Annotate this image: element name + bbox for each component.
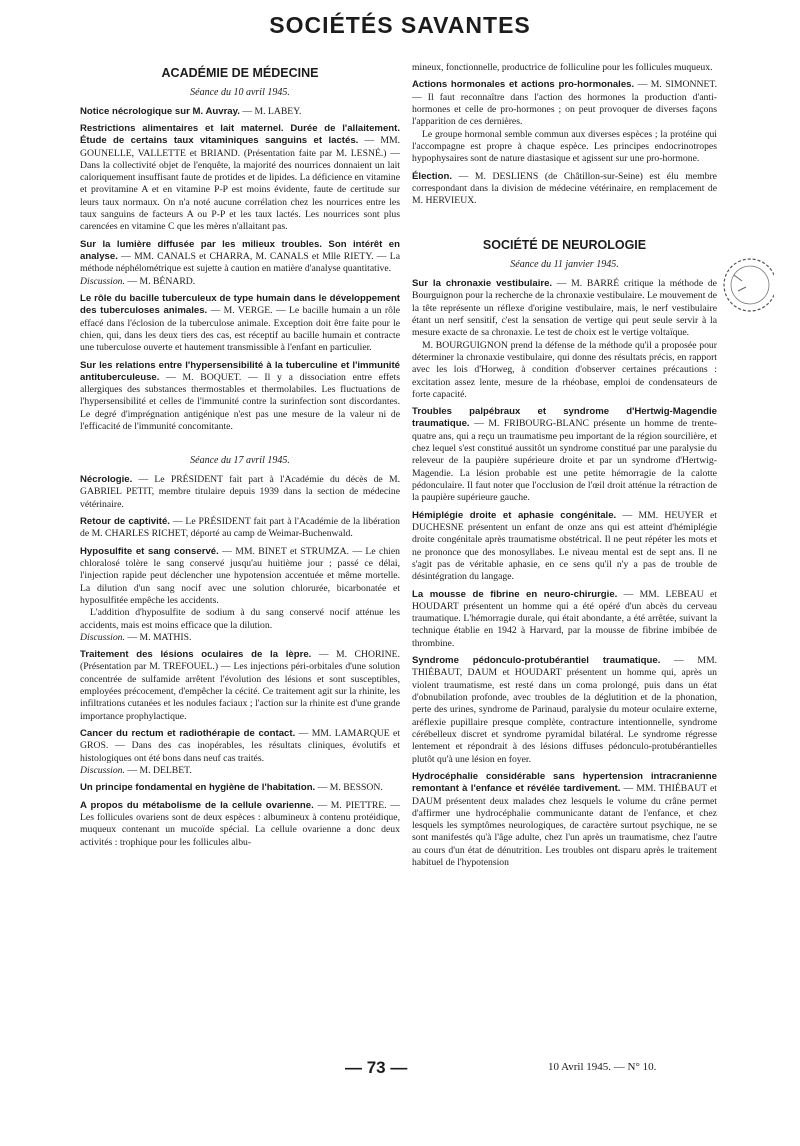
section-title-neurologie: SOCIÉTÉ DE NEUROLOGIE (482, 238, 647, 253)
page-number: — 73 — (345, 1058, 408, 1077)
article-entry: Le rôle du bacille tuberculeux de type humain dans le développement des tuberculoses animales. — M. VERGE. — Le bacille humain a un rôle effacé dans l'éclosion de la tuberculose animale. Exception doit être faite pour le chien, qui, dans les deux tiers des cas, est réceptif au bacille humain et contracte une tuberculose ouverte et hautement transmissible à l'enfant en particulier. (80, 292, 400, 354)
library-stamp-icon (712, 255, 774, 317)
article-entry: Restrictions alimentaires et lait maternel. Durée de l'allaitement. Étude de certains taux vitaminiques sanguins et lactés. — MM. GOUNELLE, VALLETTE et BRIAND. (Présentation faite par M. LESNÉ.) — Dans la collectivité objet de l'enquête, la majorité des nourrices donnaient un lait caloriquement insuffisant faute de protides et de lipides. La déficience en vitamine et provitamine A et en vitamine P-P est moins évidente, faute de certitude sur leurs taux normaux. On n'a noté aucune corrélation chez les nourrices entre les taux sanguins de facteurs A ou P-P et les taux lactés. Les nourrices sont plus carencées en vitamine C que les mères n'allaitant pas. (80, 122, 400, 233)
right-column (412, 62, 717, 874)
left-column (80, 62, 400, 854)
article-entry: Retour de captivité. — Le PRÉSIDENT fait part à l'Académie de la libération de M. CHARLES RICHET, déporté au camp de Weimar-Buchenwald. (80, 516, 401, 540)
discussion-line: Discussion. — M. DELBET. (80, 764, 192, 776)
article-entry: La mousse de fibrine en neuro-chirurgie. — MM. LEBEAU et HOUDART présentent un homme qui a été opéré d'un abcès du cerveau traumatique. L'hémorragie durale, qui était abondante, a été arrêtée, suivant la technique établie en 1942 à Harvard, par la mousse de fibrine imbibée de thrombine. (412, 588, 717, 649)
discussion-line: Discussion. — M. MATHIS. (80, 631, 192, 643)
article-entry: Nécrologie. — Le PRÉSIDENT fait part à l'Académie du décès de M. GABRIEL PETIT, membre titulaire depuis 1939 dans la section de médecine vétérinaire. (80, 474, 400, 510)
page-header-title: SOCIÉTÉS SAVANTES (269, 12, 531, 38)
article-entry: Hydrocéphalie considérable sans hypertension intracranienne remontant à l'enfance et révélée tardivement. — MM. THIÉBAUT et DAUM présentent deux malades chez lesquels le volume du crâne permet d'affirmer une hydrocéphalie communicante datant de l'enfance, et chez lesquels les symptômes neurologiques, de caractère surtout psychique, ne se sont manifestés qu'à l'âge adulte, chez l'un après un traumatisme, chez l'autre au cours d'un état de dénutrition. Les troubles ont disparu après le traitement habituel de l'hypotension (412, 770, 717, 869)
section-title-academie: ACADÉMIE DE MÉDECINE (161, 66, 319, 80)
article-entry: Actions hormonales et actions pro-hormonales. — M. SIMONNET. — Il faut reconnaître dans l'action des hormones la production d'anti-hormones et celle de pro-hormones ; on peut provoquer de diverses façons l'apparition de ces dernières. Le groupe hormonal semble commun aux diverses espèces ; la protéine qui l'accompagne est propre à chaque espèce. Les principes endocrinotropes hypophysaires sont de nature diastasique et agissent sur une pro-hormone. (412, 79, 717, 165)
article-entry: Troubles palpébraux et syndrome d'Hertwig-Magendie traumatique. — M. FRIBOURG-BLANC présente un homme de trente-quatre ans, qui a reçu un traumatisme peu important de la région sourcilière, et chez lequel s'est constitué aussitôt un syndrome constitué par une paralysie du releveur de la paupière supérieure droite et par un syndrome d'Hertwig-Magendie. La lésion probable est une petite hémorragie de la calotte pédonculaire. Il faut noter que l'occlusion de l'œil droit atténue la rétraction de la paupière supérieure gauche. (412, 406, 717, 504)
article-entry: Hyposulfite et sang conservé. — MM. BINET et STRUMZA. — Le chien chloralosé tolère le sang conservé jusqu'au huitième jour ; passé ce délai, l'injection rapide peut déclencher une hypotension accentuée et même mortelle. La dilution d'un sang nocif avec une solution chlorurée, bicarbonatée et hyposulfitée empêche les accidents. L'addition d'hyposulfite de sodium à du sang conservé nocif atténue les accidents, mais est moins efficace que la dilution. Discussion. — M. MATHIS. (80, 545, 400, 643)
article-entry: Cancer du rectum et radiothérapie de contact. — MM. LAMARQUE et GROS. — Dans des cas inopérables, les résultats cliniques, évolutifs et histologiques ont été bons dans neuf cas traités. Discussion. — M. DELBET. (80, 728, 400, 776)
article-entry: Sur les relations entre l'hypersensibilité à la tuberculine et l'immunité antituberculeuse. — M. BOQUET. — Il y a dissociation entre effets allergiques des substances thermostables et thermolabiles. Les fluctuations de l'hypersensibilité et celles de l'immunité contre la surinfection sont discordantes. Le degré d'imprégnation antigénique n'est pas une mesure de la valeur ni de l'efficacité de l'immunité concomitante. (80, 359, 400, 433)
article-entry: Un principe fondamental en hygiène de l'habitation. — M. BESSON. (80, 782, 383, 794)
article-entry: Élection. — M. DESLIENS (de Châtillon-sur-Seine) est élu membre correspondant dans la division de médecine vétérinaire, en remplacement de M. HERVIEUX. (412, 170, 717, 207)
article-entry: Sur la chronaxie vestibulaire. — M. BARRÉ critique la méthode de Bourguignon pour la recherche de la chronaxie vestibulaire. Le mouvement de la tête représente un réflexe d'origine vestibulaire, mais, le nerf vestibulaire étant un nerf sensitif, c'est la sensation de vertige qui peut seule servir à la mesure exacte de sa chronaxie. Le test de choix est le vertige voltaïque. M. BOURGUIGNON prend la défense de la méthode qu'il a proposée pour déterminer la chronaxie vestibulaire, qui donne des résultats précis, en rapport avec les lois d'Horweg, à condition d'observer certaines précautions : excitation assez lente, mesure de la rhéobase, emploi de condensateurs de forte capacité. (412, 278, 717, 400)
seance-date: Séance du 11 janvier 1945. (510, 259, 619, 271)
discussion-line: Discussion. — M. BÉNARD. (80, 275, 196, 287)
article-entry: A propos du métabolisme de la cellule ovarienne. — M. PIETTRE. — Les follicules ovariens sont de deux espèces : albumineux à contenu protéidique, muqueux contenant un mucoïde spécial. La cellule ovarienne a donc deux activités : trophique pour les follicules albu- (80, 799, 400, 848)
continuation-text: mineux, fonctionnelle, productrice de folliculine pour les follicules muqueux. (412, 62, 713, 73)
seance-date: Séance du 10 avril 1945. (190, 86, 290, 98)
issue-date: 10 Avril 1945. — N° 10. (548, 1061, 657, 1073)
article-entry: Traitement des lésions oculaires de la lèpre. — M. CHORINE. (Présentation par M. TREFOUEL.) — Les injections péri-orbitales d'une solution concentrée de sulfamide arrêtent l'évolution des lésions et sont susceptibles, employées précocement, d'empêcher la cécité. Ce traitement agit sur la rhinite, les infiltrations cutanées et les nodules faciaux ; l'action sur la rhinite est d'une grande importance prophylactique. (80, 649, 400, 722)
article-entry: Notice nécrologique sur M. Auvray. — M. LABEY. (80, 105, 302, 117)
article-entry: Hémiplégie droite et aphasie congénitale. — MM. HEUYER et DUCHESNE présentent un enfant de onze ans qui est atteint d'hémiplégie droite congénitale après traumatisme obstétrical. Il ne peut répéter les mots et ne prononce que des monosyllabes. Le niveau mental est de sept ans. Il ne s'agit pas de véritable aphasie, en ce sens qu'il n'y a pas de trouble de désintégration du langage. (412, 509, 717, 583)
article-entry: Syndrome pédonculo-protubérantiel traumatique. — MM. THIÉBAUT, DAUM et HOUDART présentent un homme qui, après un violent traumatisme, est resté dans un coma prolongé, puis dans un état d'obnubilation profonde, avec troubles de la déglutition et de la phonation, perte des urines, syndrome de Parinaud, paralysie du moteur oculaire externe, aréflexie pupillaire presque complète, contracture intentionnelle, syndrome cérébelleux discret et syndrome pyramidal bilatéral. Le syndrome régresse lentement et répondrait à des lésions diffuses pédonculo-protubérantielles plutôt qu'à une lésion en foyer. (412, 655, 717, 765)
seance-date: Séance du 17 avril 1945. (190, 455, 290, 467)
article-entry: Sur la lumière diffusée par les milieux troubles. Son intérêt en analyse. — MM. CANALS et CHARRA, M. CANALS et Mlle RIETY. — La méthode néphélométrique est sujette à caution en matière d'analyse quantitative. Discussion. — M. BÉNARD. (80, 238, 400, 287)
